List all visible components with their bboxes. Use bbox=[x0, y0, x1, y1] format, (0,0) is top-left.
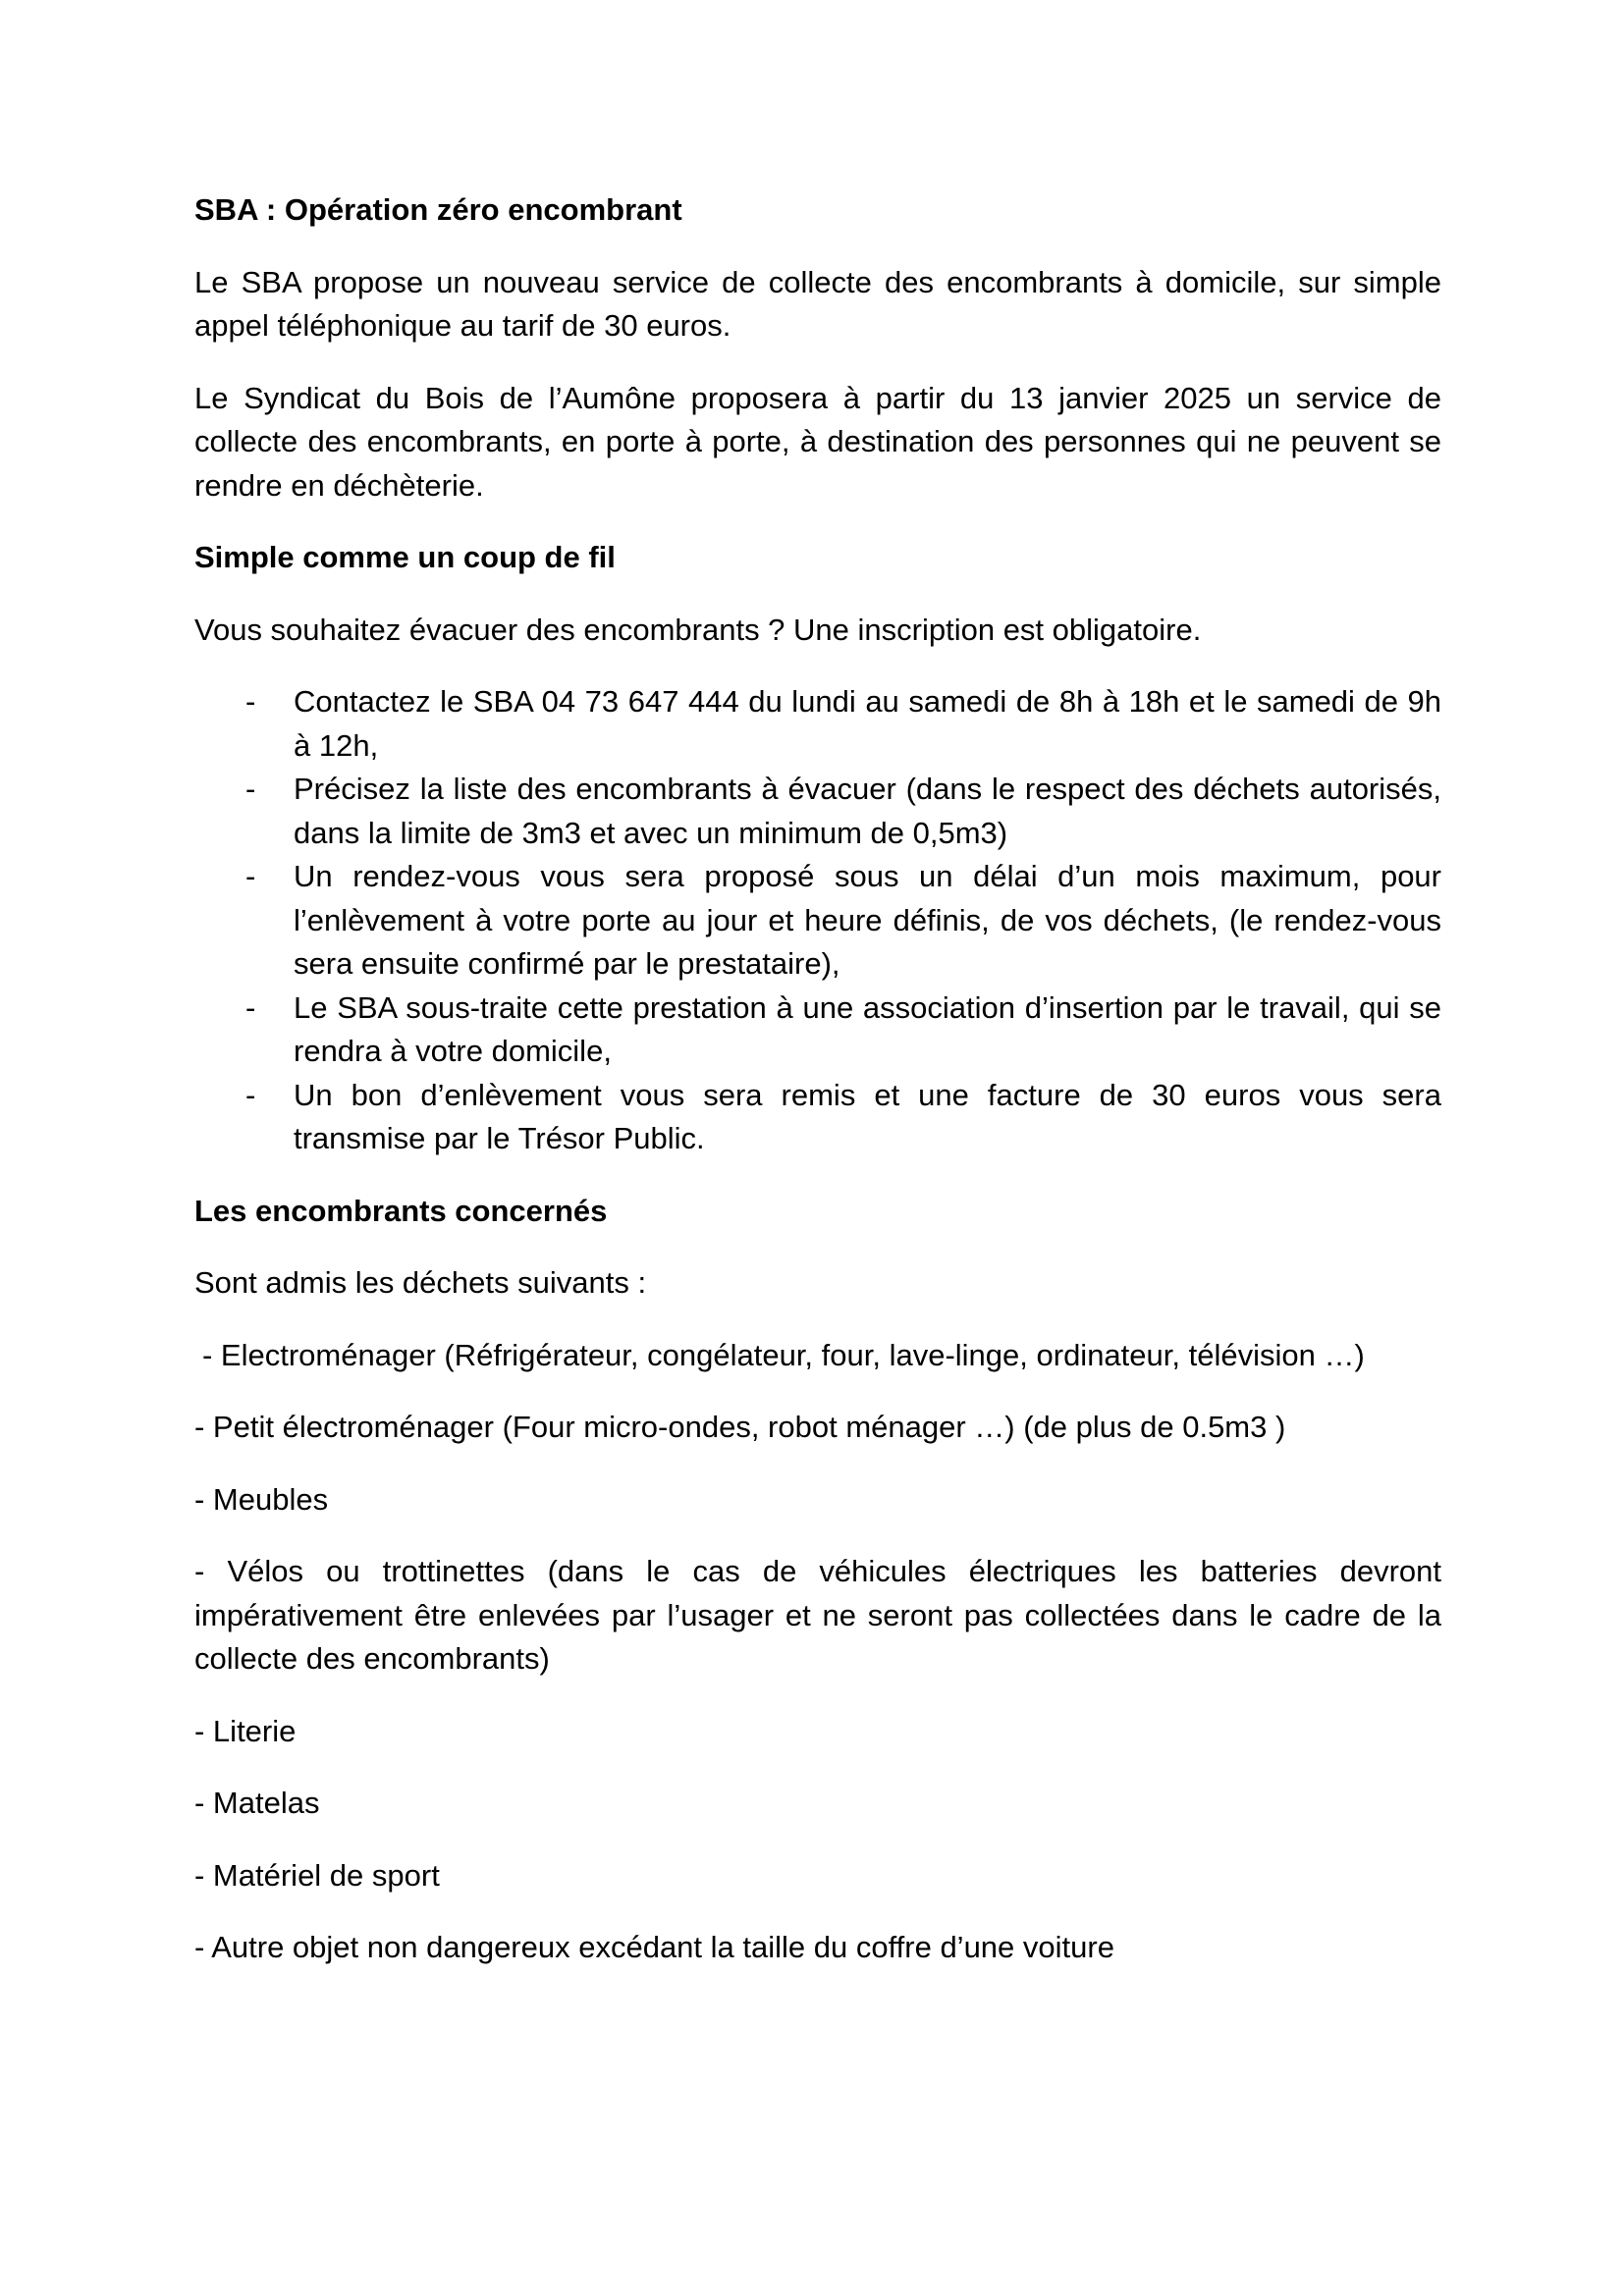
steps-list-item: - Contactez le SBA 04 73 647 444 du lundi au samedi de 8h à 18h et le samedi de 9h à 12h, bbox=[194, 680, 1441, 768]
section-lead-dechets: Sont admis les déchets suivants : bbox=[194, 1265, 647, 1300]
accepted-waste-item: - Petit électroménager (Four micro-ondes, robot ménager …) (de plus de 0.5m3 ) bbox=[194, 1410, 1286, 1444]
accepted-waste-item: - Electroménager (Réfrigérateur, congélateur, four, lave-linge, ordinateur, télévision …) bbox=[202, 1337, 1365, 1372]
accepted-waste-item: - Matelas bbox=[194, 1786, 320, 1820]
steps-list-item: - Le SBA sous-traite cette prestation à une association d’insertion par le travail, qui se rendra à votre domicile, bbox=[194, 987, 1441, 1074]
steps-list-item: - Un bon d’enlèvement vous sera remis et une facture de 30 euros vous sera transmise par le Trésor Public. bbox=[194, 1074, 1441, 1161]
accepted-waste-item: - Meubles bbox=[194, 1481, 329, 1517]
section-heading-encombrants: Les encombrants concernés bbox=[194, 1193, 608, 1228]
accepted-waste-item: - Matériel de sport bbox=[194, 1857, 440, 1893]
accepted-waste-item: - Autre objet non dangereux excédant la taille du coffre d’une voiture bbox=[194, 1930, 1114, 1964]
section-heading-coup-de-fil: Simple comme un coup de fil bbox=[194, 540, 616, 574]
document-title: SBA : Opération zéro encombrant bbox=[194, 192, 682, 227]
section-lead-inscription: Vous souhaitez évacuer des encombrants ? Une inscription est obligatoire. bbox=[194, 612, 1202, 647]
intro-paragraph: Le SBA propose un nouveau service de collecte des encombrants à domicile, sur simple appel téléphonique au tarif de 30 euros. bbox=[194, 264, 1441, 343]
document-page bbox=[194, 188, 1441, 1999]
intro-paragraph: Le Syndicat du Bois de l’Aumône proposera à partir du 13 janvier 2025 un service de collecte des encombrants, en porte à porte, à destination des personnes qui ne peuvent se rendre en déchèterie. bbox=[194, 380, 1441, 503]
accepted-waste-item: - Vélos ou trottinettes (dans le cas de véhicules électriques les batteries devront impérativement être enlevées par l’usager et ne seront pas collectées dans le cadre de la collecte des encombrants) bbox=[194, 1554, 1441, 1676]
steps-list bbox=[194, 680, 1441, 1161]
accepted-waste-item: - Literie bbox=[194, 1713, 297, 1748]
steps-list-item: - Précisez la liste des encombrants à évacuer (dans le respect des déchets autorisés, dans la limite de 3m3 et avec un minimum de 0,5m3) bbox=[194, 768, 1441, 855]
steps-list-item: - Un rendez-vous vous sera proposé sous un délai d’un mois maximum, pour l’enlèvement à votre porte au jour et heure définis, de vos déchets, (le rendez-vous sera ensuite confirmé par le prestataire), bbox=[194, 855, 1441, 987]
